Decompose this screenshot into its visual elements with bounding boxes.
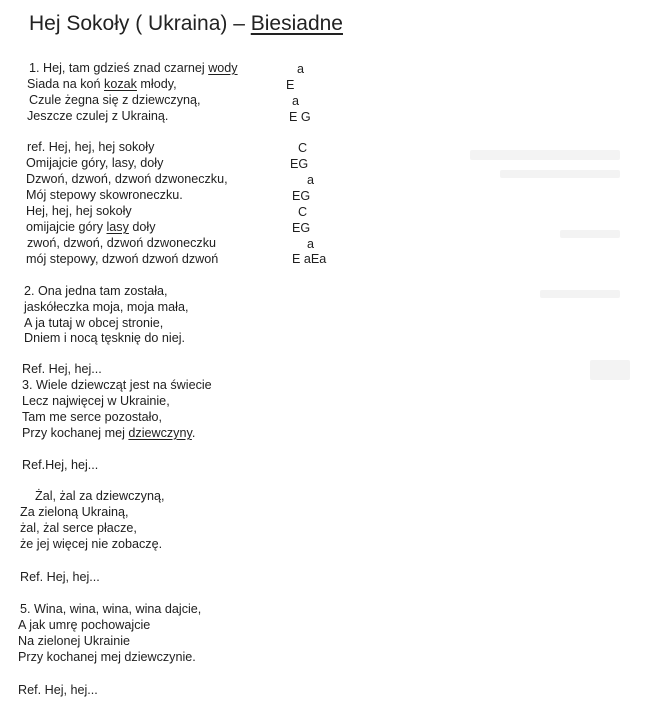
refrain-chord3: a	[307, 173, 315, 187]
lyric-text-underlined: dziewczyny	[128, 426, 192, 440]
verse4-line1: Żal, żal za dziewczyną,	[35, 489, 165, 503]
bleed-through-mark	[470, 150, 620, 160]
verse1-line1	[29, 61, 238, 76]
verse2-line4: Dniem i nocą tęsknię do niej.	[24, 331, 186, 345]
lyric-text: młody,	[136, 77, 177, 91]
ref-short-4: Ref. Hej, hej...	[18, 683, 98, 697]
bleed-through-mark	[500, 170, 620, 178]
refrain-chord1: C	[298, 141, 308, 155]
bleed-through-mark	[590, 360, 630, 380]
verse5-line2: A jak umrę pochowajcie	[18, 618, 151, 632]
lyric-text: Siada na koń	[27, 77, 105, 91]
lyric-text-underlined: kozak	[104, 77, 137, 91]
refrain-chord5: C	[298, 205, 308, 219]
refrain-line2: Omijajcie góry, lasy, doły	[26, 156, 164, 170]
verse4-line3: żal, żal serce płacze,	[20, 521, 137, 535]
refrain-line5: Hej, hej, hej sokoły	[26, 204, 132, 218]
verse1-line3: Czule żegna się z dziewczyną,	[29, 93, 201, 107]
verse2-line3: A ja tutaj w obcej stronie,	[24, 316, 164, 330]
verse1-chord4: E G	[289, 110, 311, 124]
verse3-line2: Lecz najwięcej w Ukrainie,	[22, 394, 170, 408]
refrain-line7: zwoń, dzwoń, dzwoń dzwoneczku	[27, 236, 217, 250]
verse2-line2: jaskółeczka moja, moja mała,	[24, 300, 189, 314]
refrain-line8: mój stepowy, dzwoń dzwoń dzwoń	[26, 252, 219, 266]
ref-short-3: Ref. Hej, hej...	[20, 570, 100, 584]
lyric-text-underlined: wody	[208, 61, 238, 75]
refrain-line3: Dzwoń, dzwoń, dzwoń dzwoneczku,	[26, 172, 228, 186]
bleed-through-mark	[560, 230, 620, 238]
verse1-line2	[27, 77, 177, 92]
verse1-chord3: a	[292, 94, 300, 108]
verse5-line3: Na zielonej Ukrainie	[18, 634, 130, 648]
verse3-line4	[22, 426, 195, 441]
refrain-chord7: a	[307, 237, 315, 251]
verse1-chord1: a	[297, 62, 305, 76]
refrain-line4: Mój stepowy skowroneczku.	[26, 188, 183, 202]
refrain-chord2: EG	[290, 157, 309, 171]
ref-short-2: Ref.Hej, hej...	[22, 458, 99, 472]
verse4-line4: że jej więcej nie zobaczę.	[20, 537, 163, 551]
refrain-chord8: E aEa	[292, 252, 327, 266]
verse4-line2: Za zieloną Ukrainą,	[20, 505, 129, 519]
verse5-line1: 5. Wina, wina, wina, wina dajcie,	[20, 602, 202, 616]
bleed-through-mark	[540, 290, 620, 298]
verse5-line4: Przy kochanej mej dziewczynie.	[18, 650, 196, 664]
verse2-line1: 2. Ona jedna tam została,	[24, 284, 168, 298]
refrain-chord4: EG	[292, 189, 311, 203]
verse3-line1: 3. Wiele dziewcząt jest na świecie	[22, 378, 212, 392]
refrain-line6	[26, 220, 156, 235]
refrain-chord6: EG	[292, 221, 311, 235]
song-category: Biesiadne	[250, 12, 343, 35]
refrain-line1: ref. Hej, hej, hej sokoły	[27, 140, 155, 154]
verse1-chord2: E	[286, 78, 295, 92]
lyric-text: .	[191, 426, 196, 440]
lyric-text: doły	[128, 220, 156, 234]
ref-short-1: Ref. Hej, hej...	[22, 362, 102, 376]
lyric-text: Przy kochanej mej	[22, 426, 129, 440]
song-title	[29, 11, 343, 37]
verse3-line3: Tam me serce pozostało,	[22, 410, 162, 424]
verse1-line4: Jeszcze czulej z Ukrainą.	[27, 109, 169, 123]
lyric-text: omijajcie góry	[26, 220, 107, 234]
lyric-text: 1. Hej, tam gdzieś znad czarnej	[29, 61, 209, 75]
lyric-text-underlined: lasy	[106, 220, 129, 234]
song-title-text: Hej Sokoły ( Ukraina) –	[29, 12, 251, 35]
